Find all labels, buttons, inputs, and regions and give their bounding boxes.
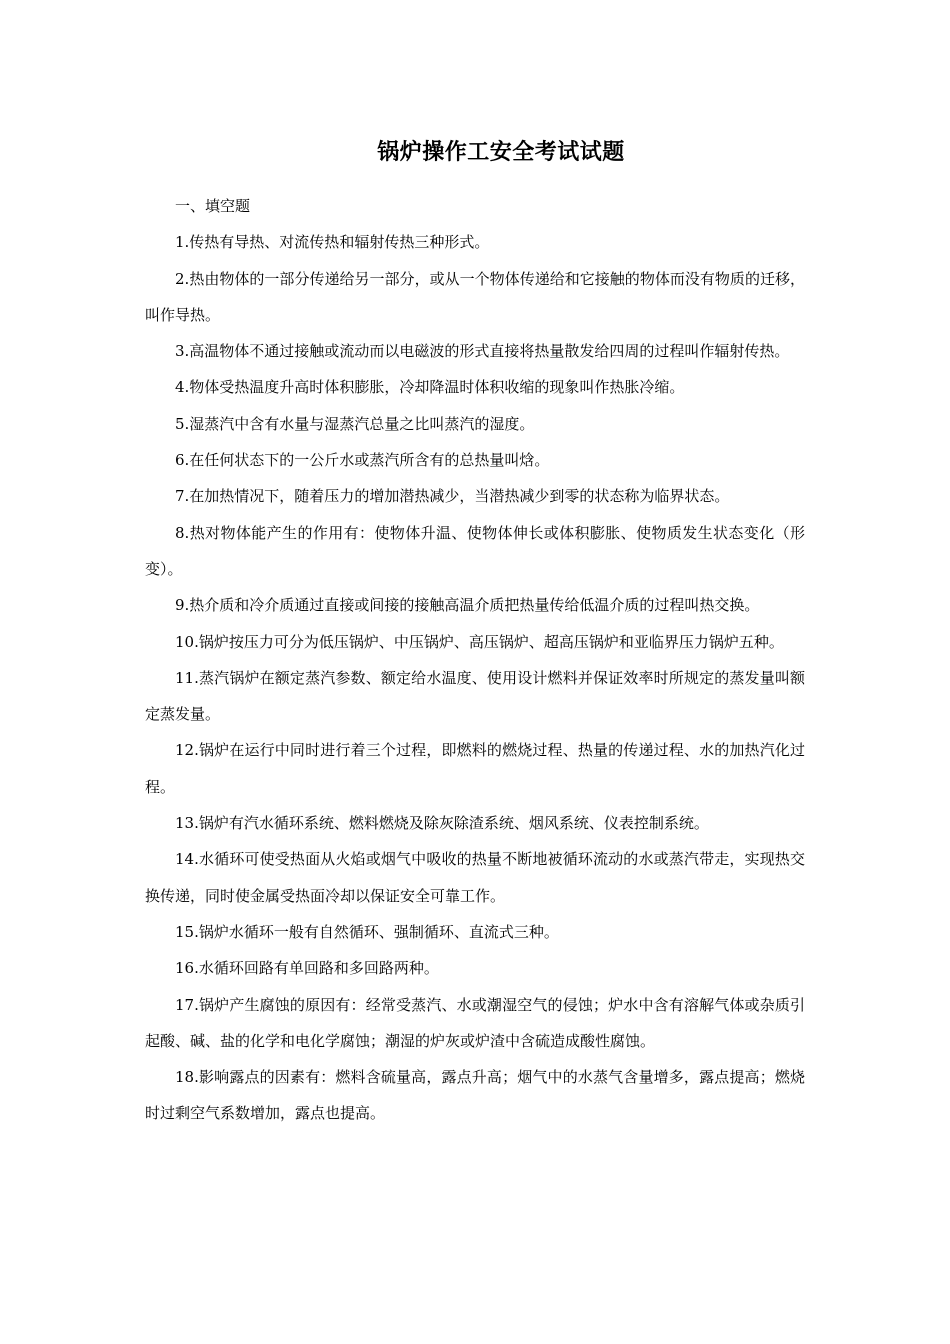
- question-item-5: 5.湿蒸汽中含有水量与湿蒸汽总量之比叫蒸汽的湿度。: [175, 414, 535, 433]
- question-item-15: 15.锅炉水循环一般有自然循环、强制循环、直流式三种。: [175, 922, 559, 941]
- question-item-12: 12.锅炉在运行中同时进行着三个过程，即燃料的燃烧过程、热量的传递过程、水的加热汽化过程。: [145, 741, 805, 796]
- document-body: [145, 188, 805, 1132]
- question-item-2: 2.热由物体的一部分传递给另一部分，或从一个物体传递给和它接触的物体而没有物质的迁移，叫作导热。: [145, 269, 805, 324]
- question-item-14: 14.水循环可使受热面从火焰或烟气中吸收的热量不断地被循环流动的水或蒸汽带走，实现热交换传递，同时使金属受热面冷却以保证安全可靠工作。: [145, 850, 805, 905]
- question-item-9: 9.热介质和冷介质通过直接或间接的接触高温介质把热量传给低温介质的过程叫热交换。: [175, 596, 760, 615]
- question-item-10: 10.锅炉按压力可分为低压锅炉、中压锅炉、高压锅炉、超高压锅炉和亚临界压力锅炉五种。: [175, 632, 784, 651]
- question-item-3: 3.高温物体不通过接触或流动而以电磁波的形式直接将热量散发给四周的过程叫作辐射传热。: [175, 342, 790, 361]
- section-heading: 一、填空题: [175, 197, 251, 215]
- question-item-1: 1.传热有导热、对流传热和辐射传热三种形式。: [175, 233, 490, 252]
- question-item-18: 18.影响露点的因素有：燃料含硫量高，露点升高；烟气中的水蒸气含量增多，露点提高；燃烧时过剩空气系数增加，露点也提高。: [145, 1068, 805, 1123]
- question-item-16: 16.水循环回路有单回路和多回路两种。: [175, 959, 439, 978]
- question-item-17: 17.锅炉产生腐蚀的原因有：经常受蒸汽、水或潮湿空气的侵蚀；炉水中含有溶解气体或杂质引起酸、碱、盐的化学和电化学腐蚀；潮湿的炉灰或炉渣中含硫造成酸性腐蚀。: [145, 995, 805, 1050]
- question-item-7: 7.在加热情况下，随着压力的增加潜热减少，当潜热减少到零的状态称为临界状态。: [175, 487, 730, 506]
- question-item-13: 13.锅炉有汽水循环系统、燃料燃烧及除灰除渣系统、烟风系统、仪表控制系统。: [175, 814, 709, 833]
- question-item-6: 6.在任何状态下的一公斤水或蒸汽所含有的总热量叫焓。: [175, 451, 550, 470]
- document-title: 锅炉操作工安全考试试题: [377, 139, 625, 165]
- question-item-4: 4.物体受热温度升高时体积膨胀，冷却降温时体积收缩的现象叫作热胀冷缩。: [175, 378, 685, 397]
- question-item-8: 8.热对物体能产生的作用有：使物体升温、使物体伸长或体积膨胀、使物质发生状态变化（形变）。: [145, 523, 805, 578]
- question-item-11: 11.蒸汽锅炉在额定蒸汽参数、额定给水温度、使用设计燃料并保证效率时所规定的蒸发量叫额定蒸发量。: [145, 668, 805, 724]
